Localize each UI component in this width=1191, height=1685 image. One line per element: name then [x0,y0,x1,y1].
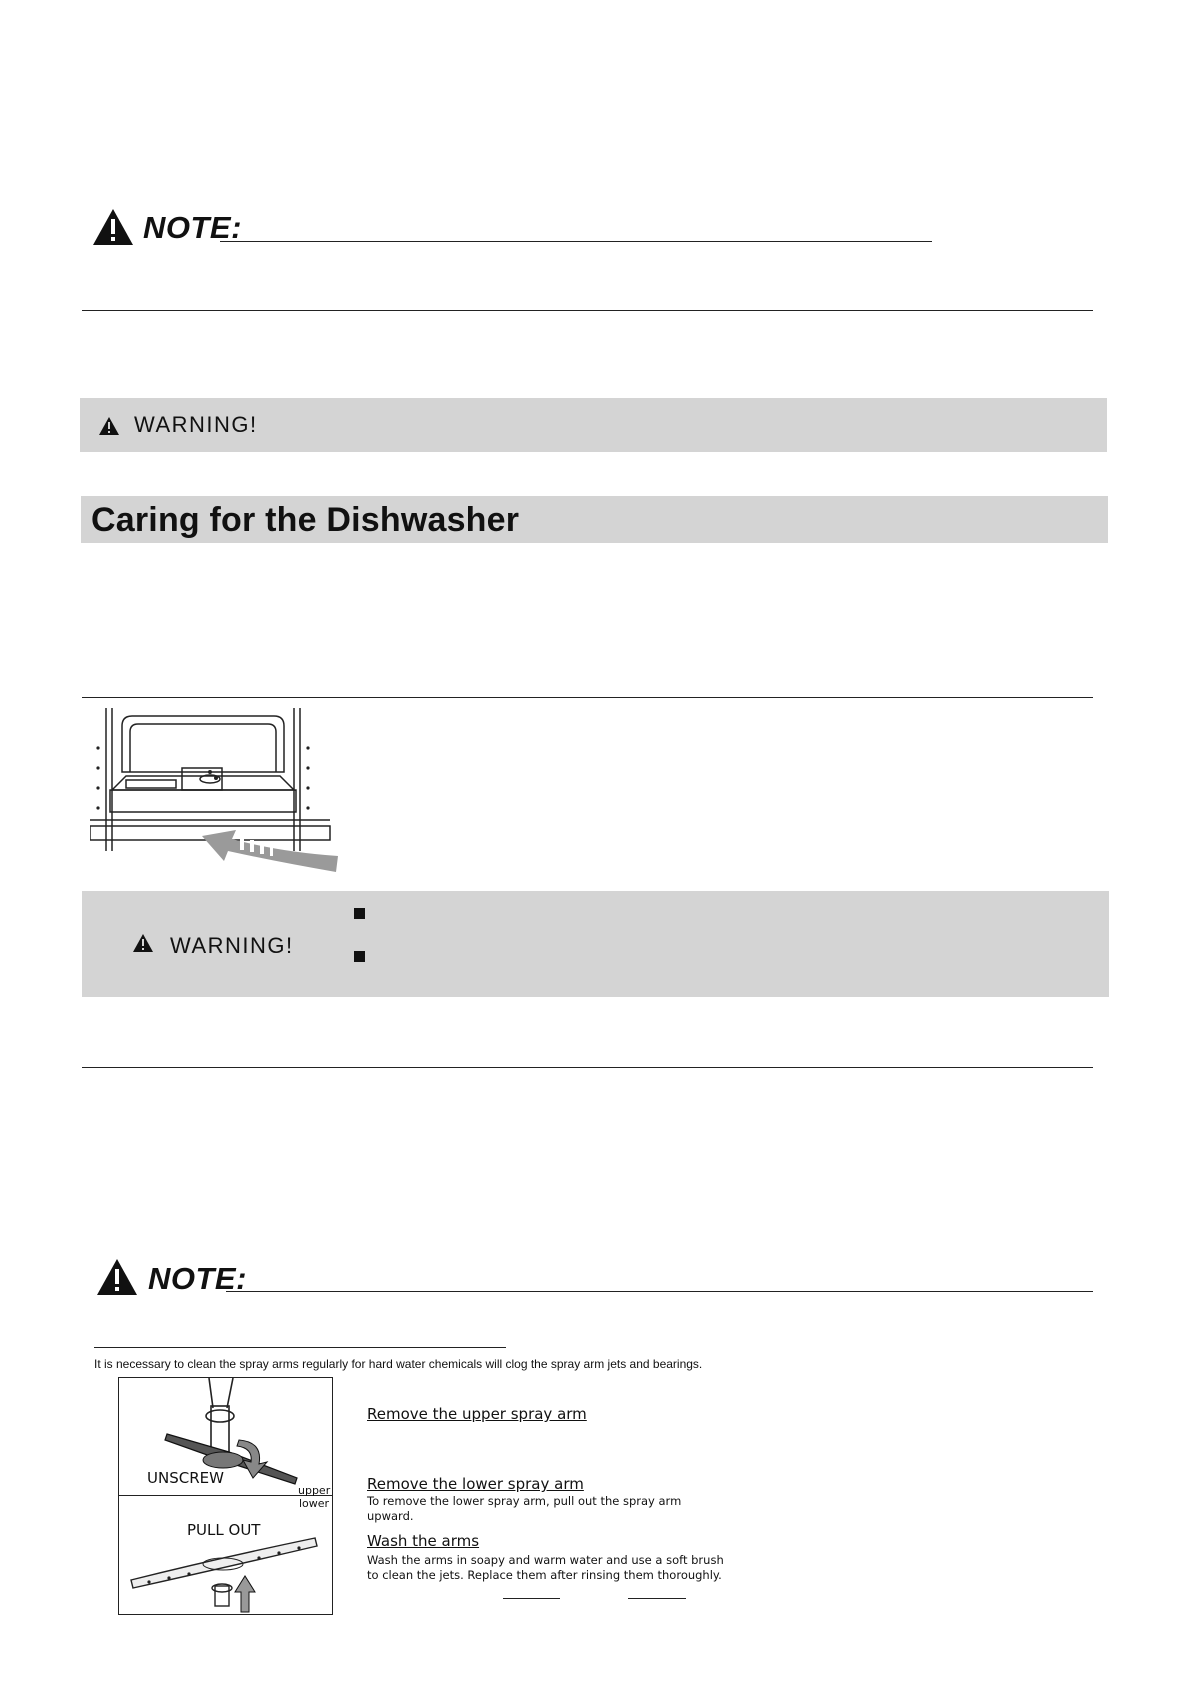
pull-out-label: PULL OUT [187,1521,261,1539]
spray-arm-figure [118,1377,333,1615]
warning-label: WARNING! [134,412,258,437]
warning-triangle-icon [92,208,134,246]
lower-spray-arm-drawing [119,1496,332,1614]
blank-line [503,1598,560,1599]
upper-tag: upper [298,1484,331,1497]
step-text: Wash the arms in soapy and warm water and use a soft brush to clean the jets. Replace them after rinsing them thoroughly. [367,1553,724,1582]
step-title: Remove the upper spray arm [367,1405,587,1423]
step-title: Remove the lower spray arm [367,1475,584,1493]
note-top [92,206,932,248]
warning-band-filter [82,891,1109,997]
note-underline [226,1291,1093,1292]
warning-triangle-icon [98,416,120,436]
warning-band [80,398,1107,452]
divider [82,697,1093,698]
spray-arm-step [367,1405,727,1423]
spray-arm-step [367,1532,727,1583]
blank-line [628,1598,686,1599]
warning-label: WARNING! [170,933,294,958]
note-underline [220,241,932,242]
bullet-marker [354,908,365,919]
divider [82,1067,1093,1068]
bullet-marker [354,951,365,962]
warning-triangle-icon [132,933,154,953]
lower-tag: lower [299,1497,330,1510]
warning-triangle-icon [96,1258,138,1296]
note-bottom [96,1256,1096,1300]
note-label: NOTE: [148,1261,247,1296]
step-text: To remove the lower spray arm, pull out the spray arm upward. [367,1494,682,1523]
spray-arms-intro: It is necessary to clean the spray arms regularly for hard water chemicals will clog the spray arm jets and bearings. [94,1357,703,1371]
step-title: Wash the arms [367,1532,480,1550]
section-title: Caring for the Dishwasher [91,501,520,539]
note-label: NOTE: [143,210,242,245]
divider [82,310,1093,311]
spray-arm-step [367,1475,727,1524]
spray-arms-heading-underline [94,1347,506,1348]
section-title-band [81,496,1108,543]
filter-removal-illustration [90,706,340,876]
unscrew-label: UNSCREW [147,1469,224,1487]
